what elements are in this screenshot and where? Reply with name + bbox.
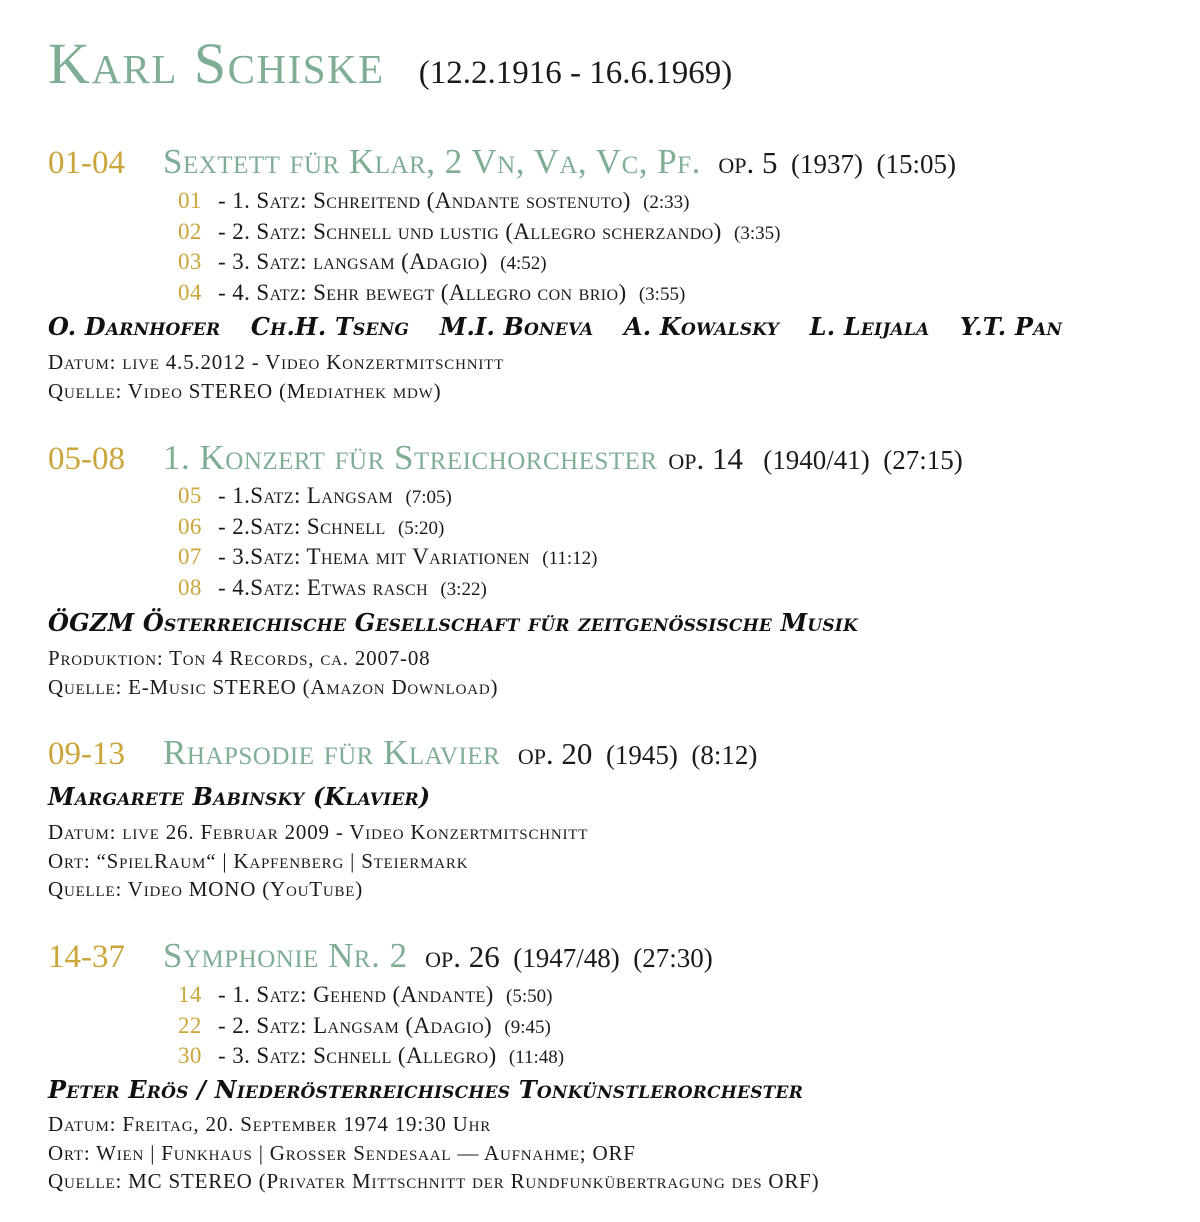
track-row — [178, 217, 780, 248]
track-list — [178, 481, 598, 603]
info-line: Datum: Freitag, 20. September 1974 19:30 Uhr — [48, 1112, 492, 1136]
work-year: (1937) — [791, 149, 863, 179]
performer-name: ÖGZM Österreichische Gesellschaft für zeitgenössische Musik — [48, 608, 858, 637]
work-opus: op. 26 — [425, 939, 500, 974]
track-number: 30 — [178, 1043, 202, 1068]
work-year: (1940/41) — [763, 445, 870, 475]
recording-info — [48, 818, 588, 904]
track-number: 03 — [178, 249, 202, 274]
track-row — [178, 573, 598, 604]
info-line: Quelle: Video STEREO (Mediathek mdw) — [48, 378, 442, 403]
performers — [48, 312, 1084, 341]
work-heading — [48, 936, 713, 976]
track-duration: (3:55) — [638, 283, 686, 305]
track-row — [178, 512, 598, 543]
info-line: Ort: Wien | Funkhaus | Grosser Sendesaal — Aufnahme; ORF — [48, 1140, 636, 1165]
performers — [48, 782, 452, 811]
recording-info — [48, 644, 498, 701]
track-number: 22 — [178, 1012, 202, 1038]
track-label: - 3. Satz: langsam (Adagio) — [218, 249, 488, 274]
track-number: 01 — [178, 188, 202, 213]
work-title: Sextett für Klar, 2 Vn, Va, Vc, Pf. — [163, 142, 701, 181]
performer-name: Y.T. Pan — [959, 312, 1063, 341]
work-title: 1. Konzert für Streichorchester — [163, 438, 658, 477]
work-track-range: 05-08 — [48, 441, 125, 477]
work-duration: (27:15) — [883, 445, 963, 475]
info-line: Datum: live 26. Februar 2009 - Video Konzertmitschnitt — [48, 820, 589, 844]
work-duration: (15:05) — [876, 149, 956, 179]
track-label: - 4. Satz: Sehr bewegt (Allegro con brio) — [218, 279, 627, 305]
performer-name: Ch.H. Tseng — [250, 312, 410, 341]
info-line: Produktion: Ton 4 Records, ca. 2007-08 — [48, 646, 431, 670]
track-row — [178, 542, 598, 573]
performer-name: L. Leijala — [809, 312, 930, 341]
work-opus: op. 20 — [517, 736, 593, 771]
track-row — [178, 278, 780, 309]
track-number: 05 — [178, 483, 202, 508]
work-meta — [705, 145, 956, 180]
track-duration: (9:45) — [504, 1016, 551, 1038]
work-opus: op. 5 — [718, 145, 778, 180]
track-label: - 3.Satz: Thema mit Variationen — [218, 544, 530, 569]
track-duration: (11:12) — [542, 548, 598, 569]
track-number: 07 — [178, 544, 202, 569]
track-number: 08 — [178, 574, 202, 600]
track-label: - 2.Satz: Schnell — [218, 513, 386, 539]
track-duration: (5:50) — [506, 986, 553, 1007]
work-heading — [48, 733, 757, 773]
work-heading — [48, 142, 956, 182]
track-label: - 2. Satz: Schnell und lustig (Allegro scherzando) — [218, 218, 722, 244]
track-label: - 1. Satz: Gehend (Andante) — [218, 982, 494, 1007]
work-year: (1947/48) — [513, 943, 620, 973]
work-meta — [662, 441, 963, 476]
work-track-range: 09-13 — [48, 736, 125, 772]
performer-name: Peter Erös / Niederösterreichisches Tonkünstlerorchester — [48, 1075, 804, 1104]
work-track-range: 01-04 — [48, 145, 125, 181]
work-track-range: 14-37 — [48, 939, 125, 975]
track-row — [178, 980, 564, 1011]
page-header — [48, 30, 732, 97]
performer-name: O. Darnhofer — [48, 312, 221, 341]
info-line: Datum: live 4.5.2012 - Video Konzertmitschnitt — [48, 350, 505, 374]
info-line: Quelle: E-Music STEREO (Amazon Download) — [48, 674, 499, 699]
work-heading — [48, 438, 963, 478]
track-row — [178, 481, 598, 512]
track-label: - 2. Satz: Langsam (Adagio) — [218, 1012, 493, 1038]
work-title: Rhapsodie für Klavier — [163, 733, 501, 772]
track-label: - 1.Satz: Langsam — [218, 483, 394, 508]
track-duration: (11:48) — [508, 1047, 565, 1068]
track-label: - 4.Satz: Etwas rasch — [218, 574, 429, 600]
work-opus: op. 14 — [668, 441, 743, 476]
track-duration: (2:33) — [643, 192, 690, 213]
track-list — [178, 186, 780, 308]
track-row — [178, 186, 780, 217]
track-row — [178, 1041, 564, 1072]
track-label: - 3. Satz: Schnell (Allegro) — [218, 1043, 497, 1068]
track-duration: (3:22) — [440, 578, 487, 600]
work-duration: (8:12) — [691, 740, 758, 770]
recording-info — [48, 1110, 819, 1196]
composer-name: Karl Schiske — [48, 31, 385, 96]
info-line: Ort: “SpielRaum“ | Kapfenberg | Steiermark — [48, 848, 469, 873]
performer-name: M.I. Boneva — [439, 312, 594, 341]
info-line: Quelle: MC STEREO (Privater Mittschnitt der Rundfunkübertragung des ORF) — [48, 1169, 820, 1193]
track-duration: (4:52) — [500, 253, 547, 274]
track-list — [178, 980, 564, 1072]
track-duration: (3:35) — [734, 222, 781, 244]
performer-name: Margarete Babinsky (Klavier) — [48, 782, 431, 811]
work-meta — [504, 736, 758, 771]
recording-info — [48, 348, 504, 405]
track-row — [178, 247, 780, 278]
performers — [48, 608, 880, 637]
work-year: (1945) — [605, 740, 678, 770]
work-duration: (27:30) — [633, 943, 713, 973]
info-line: Quelle: Video MONO (YouTube) — [48, 877, 364, 901]
work-meta — [412, 939, 713, 974]
track-number: 04 — [178, 279, 202, 305]
track-duration: (5:20) — [397, 517, 445, 539]
track-number: 06 — [178, 513, 202, 539]
track-label: - 1. Satz: Schreitend (Andante sostenuto) — [218, 188, 631, 213]
track-duration: (7:05) — [405, 487, 452, 508]
track-number: 14 — [178, 982, 202, 1007]
composer-dates: (12.2.1916 - 16.6.1969) — [418, 55, 733, 91]
track-number: 02 — [178, 218, 202, 244]
performers — [48, 1075, 825, 1104]
track-row — [178, 1011, 564, 1042]
work-title: Symphonie Nr. 2 — [163, 936, 408, 975]
performer-name: A. Kowalsky — [623, 312, 780, 341]
